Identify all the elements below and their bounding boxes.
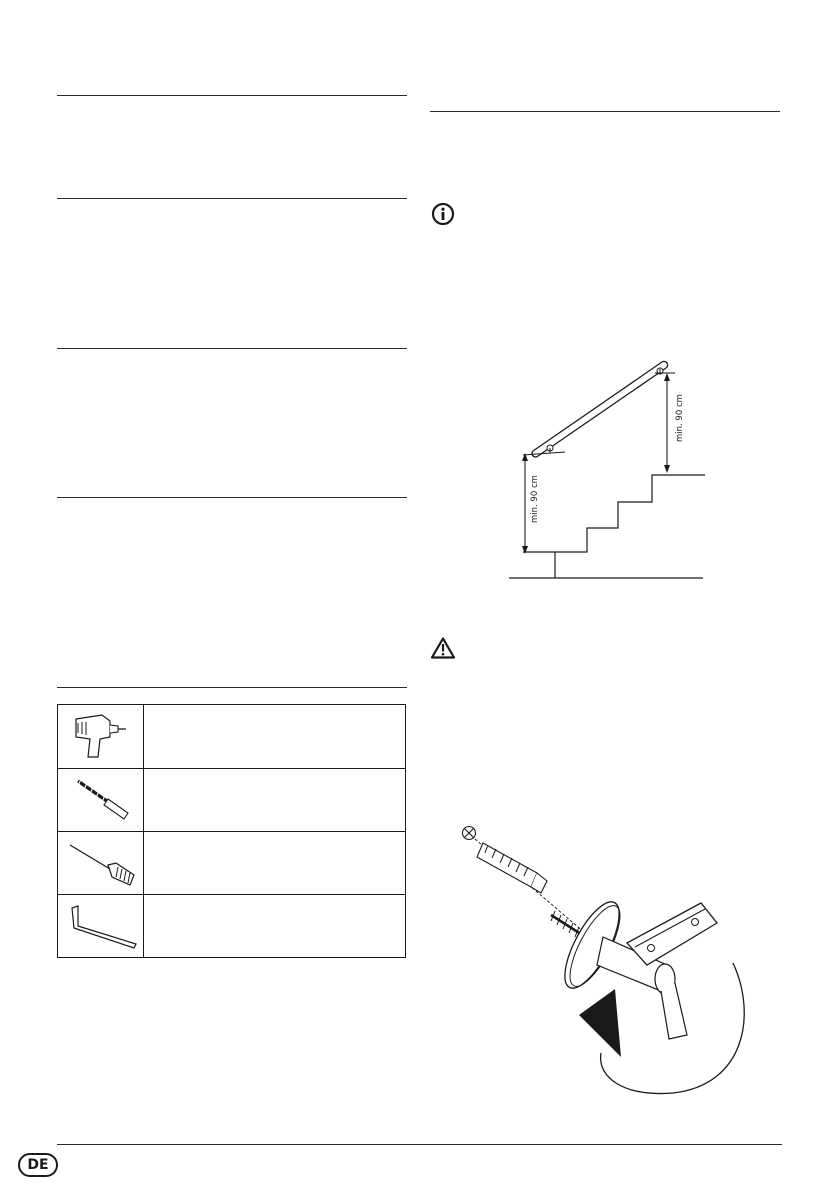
section-rule	[57, 687, 407, 688]
stair-height-diagram	[495, 345, 715, 585]
warning-icon	[430, 636, 456, 660]
drill-bit-icon	[64, 773, 138, 827]
screwdriver-icon	[64, 835, 138, 889]
hex-key-icon	[64, 898, 138, 952]
tools-table	[57, 704, 406, 958]
footer-rule	[57, 1144, 782, 1145]
section-rule	[430, 111, 780, 112]
dimension-label: min. 90 cm	[530, 475, 540, 523]
bracket-mounting-diagram	[455, 815, 755, 1100]
info-icon	[431, 202, 455, 226]
section-rule	[57, 198, 407, 199]
section-rule	[57, 497, 407, 498]
drill-icon	[64, 709, 138, 763]
section-rule	[57, 95, 407, 96]
section-rule	[57, 348, 407, 349]
language-badge: DE	[18, 1153, 58, 1177]
dimension-label: min. 90 cm	[675, 394, 685, 442]
